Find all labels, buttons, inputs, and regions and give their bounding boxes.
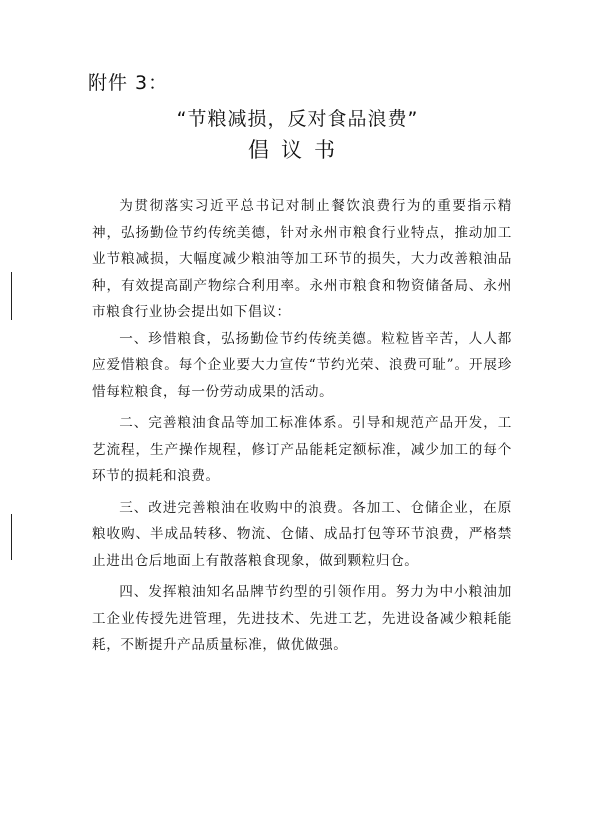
document-title: “节粮减损，反对食品浪费” — [176, 108, 419, 130]
body-paragraph-4: 四、发挥粮油知名品牌节约型的引领作用。努力为中小粮油加工企业传授先进管理，先进技术、先进工艺，先进设备减少粮耗能耗，不断提升产品质量标准，做优做强。 — [92, 584, 512, 653]
document-body — [92, 193, 512, 659]
scan-margin-mark — [11, 514, 12, 560]
document-subtitle: 倡议书 — [248, 138, 347, 162]
scan-margin-mark — [11, 272, 12, 320]
body-paragraph-1: 一、珍惜粮食，弘扬勤俭节约传统美德。粒粒皆辛苦，人人都应爱惜粮食。每个企业要大力宣传“节约光荣、浪费可耻”。开展珍惜每粒粮食，每一份劳动成果的活动。 — [92, 330, 512, 400]
body-paragraph-2: 二、完善粮油食品等加工标准体系。引导和规范产品开发，工艺流程，生产操作规程，修订产品能耗定额标准，减少加工的每个环节的损耗和浪费。 — [92, 415, 512, 484]
body-paragraph-intro: 为贯彻落实习近平总书记对制止餐饮浪费行为的重要指示精神，弘扬勤俭节约传统美德，针对永州市粮食行业特点，推动加工业节粮减损，大幅度减少粮油等加工环节的损失，大力改善粮油品种，有效提高副产物综合利用率。永州市粮食和物资储备局、永州市粮食行业协会提出如下倡议： — [92, 198, 512, 320]
attachment-label: 附件 3： — [88, 72, 169, 94]
body-paragraph-3: 三、改进完善粮油在收购中的浪费。各加工、仓储企业，在原粮收购、半成品转移、物流、仓储、成品打包等环节浪费，严格禁止进出仓后地面上有散落粮食现象，做到颗粒归仓。 — [92, 499, 512, 569]
